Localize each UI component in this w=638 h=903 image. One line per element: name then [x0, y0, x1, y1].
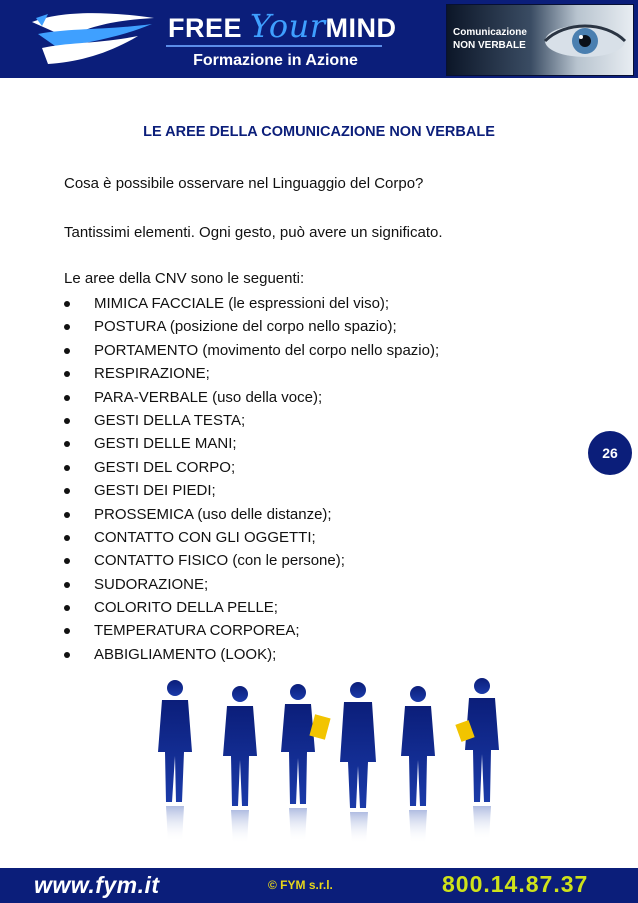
promo-text-line1: Comunicazione	[453, 27, 527, 38]
person-silhouette-4	[340, 682, 376, 844]
list-item: MIMICA FACCIALE (le espressioni del viso);	[64, 292, 439, 315]
business-people-illustration	[120, 672, 540, 862]
person-silhouette-6	[455, 678, 499, 840]
list-item: PORTAMENTO (movimento del corpo nello spazio);	[64, 339, 439, 362]
website-link[interactable]: www.fym.it	[34, 872, 160, 898]
bullet-icon	[64, 582, 70, 588]
page-number-badge: 26	[588, 431, 632, 475]
swoosh-logo-icon	[28, 8, 158, 70]
list-item: GESTI DELLA TESTA;	[64, 409, 439, 432]
bullet-icon	[64, 371, 70, 377]
phone-number[interactable]: 800.14.87.37	[442, 871, 589, 897]
page-title: LE AREE DELLA COMUNICAZIONE NON VERBALE	[143, 124, 495, 140]
bullet-icon	[64, 512, 70, 518]
brand-your: Your	[250, 7, 326, 45]
answer-text: Tantissimi elementi. Ogni gesto, può avere un significato.	[64, 224, 443, 241]
bullet-icon	[64, 301, 70, 307]
bullet-icon	[64, 488, 70, 494]
list-item: POSTURA (posizione del corpo nello spazio);	[64, 315, 439, 338]
person-silhouette-3	[281, 684, 331, 842]
person-silhouette-1	[158, 680, 192, 842]
bullet-icon	[64, 441, 70, 447]
list-item: PROSSEMICA (uso delle distanze);	[64, 503, 439, 526]
list-item: CONTATTO CON GLI OGGETTI;	[64, 526, 439, 549]
header-banner	[0, 0, 638, 78]
list-item: SUDORAZIONE;	[64, 573, 439, 596]
bullet-icon	[64, 558, 70, 564]
list-item: GESTI DEI PIEDI;	[64, 479, 439, 502]
bullet-icon	[64, 605, 70, 611]
list-item: GESTI DELLE MANI;	[64, 432, 439, 455]
person-silhouette-2	[223, 686, 257, 844]
bullet-icon	[64, 628, 70, 634]
brand-name	[168, 7, 397, 45]
footer-bar	[0, 868, 638, 903]
brand-subtitle: Formazione in Azione	[193, 52, 358, 69]
list-item: CONTATTO FISICO (con le persone);	[64, 549, 439, 572]
person-silhouette-5	[401, 686, 435, 844]
list-item: ABBIGLIAMENTO (LOOK);	[64, 643, 439, 666]
list-item: RESPIRAZIONE;	[64, 362, 439, 385]
list-item: COLORITO DELLA PELLE;	[64, 596, 439, 619]
promo-image	[446, 4, 634, 76]
eye-icon	[535, 11, 631, 71]
intro-text: Le aree della CNV sono le seguenti:	[64, 270, 305, 287]
bullet-icon	[64, 465, 70, 471]
brand-divider	[166, 45, 382, 47]
promo-text-line2: NON VERBALE	[453, 40, 526, 51]
bullet-icon	[64, 324, 70, 330]
list-item: TEMPERATURA CORPOREA;	[64, 619, 439, 642]
copyright-text: © FYM s.r.l.	[268, 878, 333, 892]
cnv-areas-list	[64, 292, 439, 666]
brand-free: FREE	[168, 13, 243, 43]
bullet-icon	[64, 395, 70, 401]
bullet-icon	[64, 652, 70, 658]
question-text: Cosa è possibile osservare nel Linguaggio del Corpo?	[64, 175, 424, 192]
list-item: GESTI DEL CORPO;	[64, 456, 439, 479]
bullet-icon	[64, 418, 70, 424]
list-item: PARA-VERBALE (uso della voce);	[64, 386, 439, 409]
bullet-icon	[64, 348, 70, 354]
bullet-icon	[64, 535, 70, 541]
brand-mind: MIND	[325, 13, 397, 43]
